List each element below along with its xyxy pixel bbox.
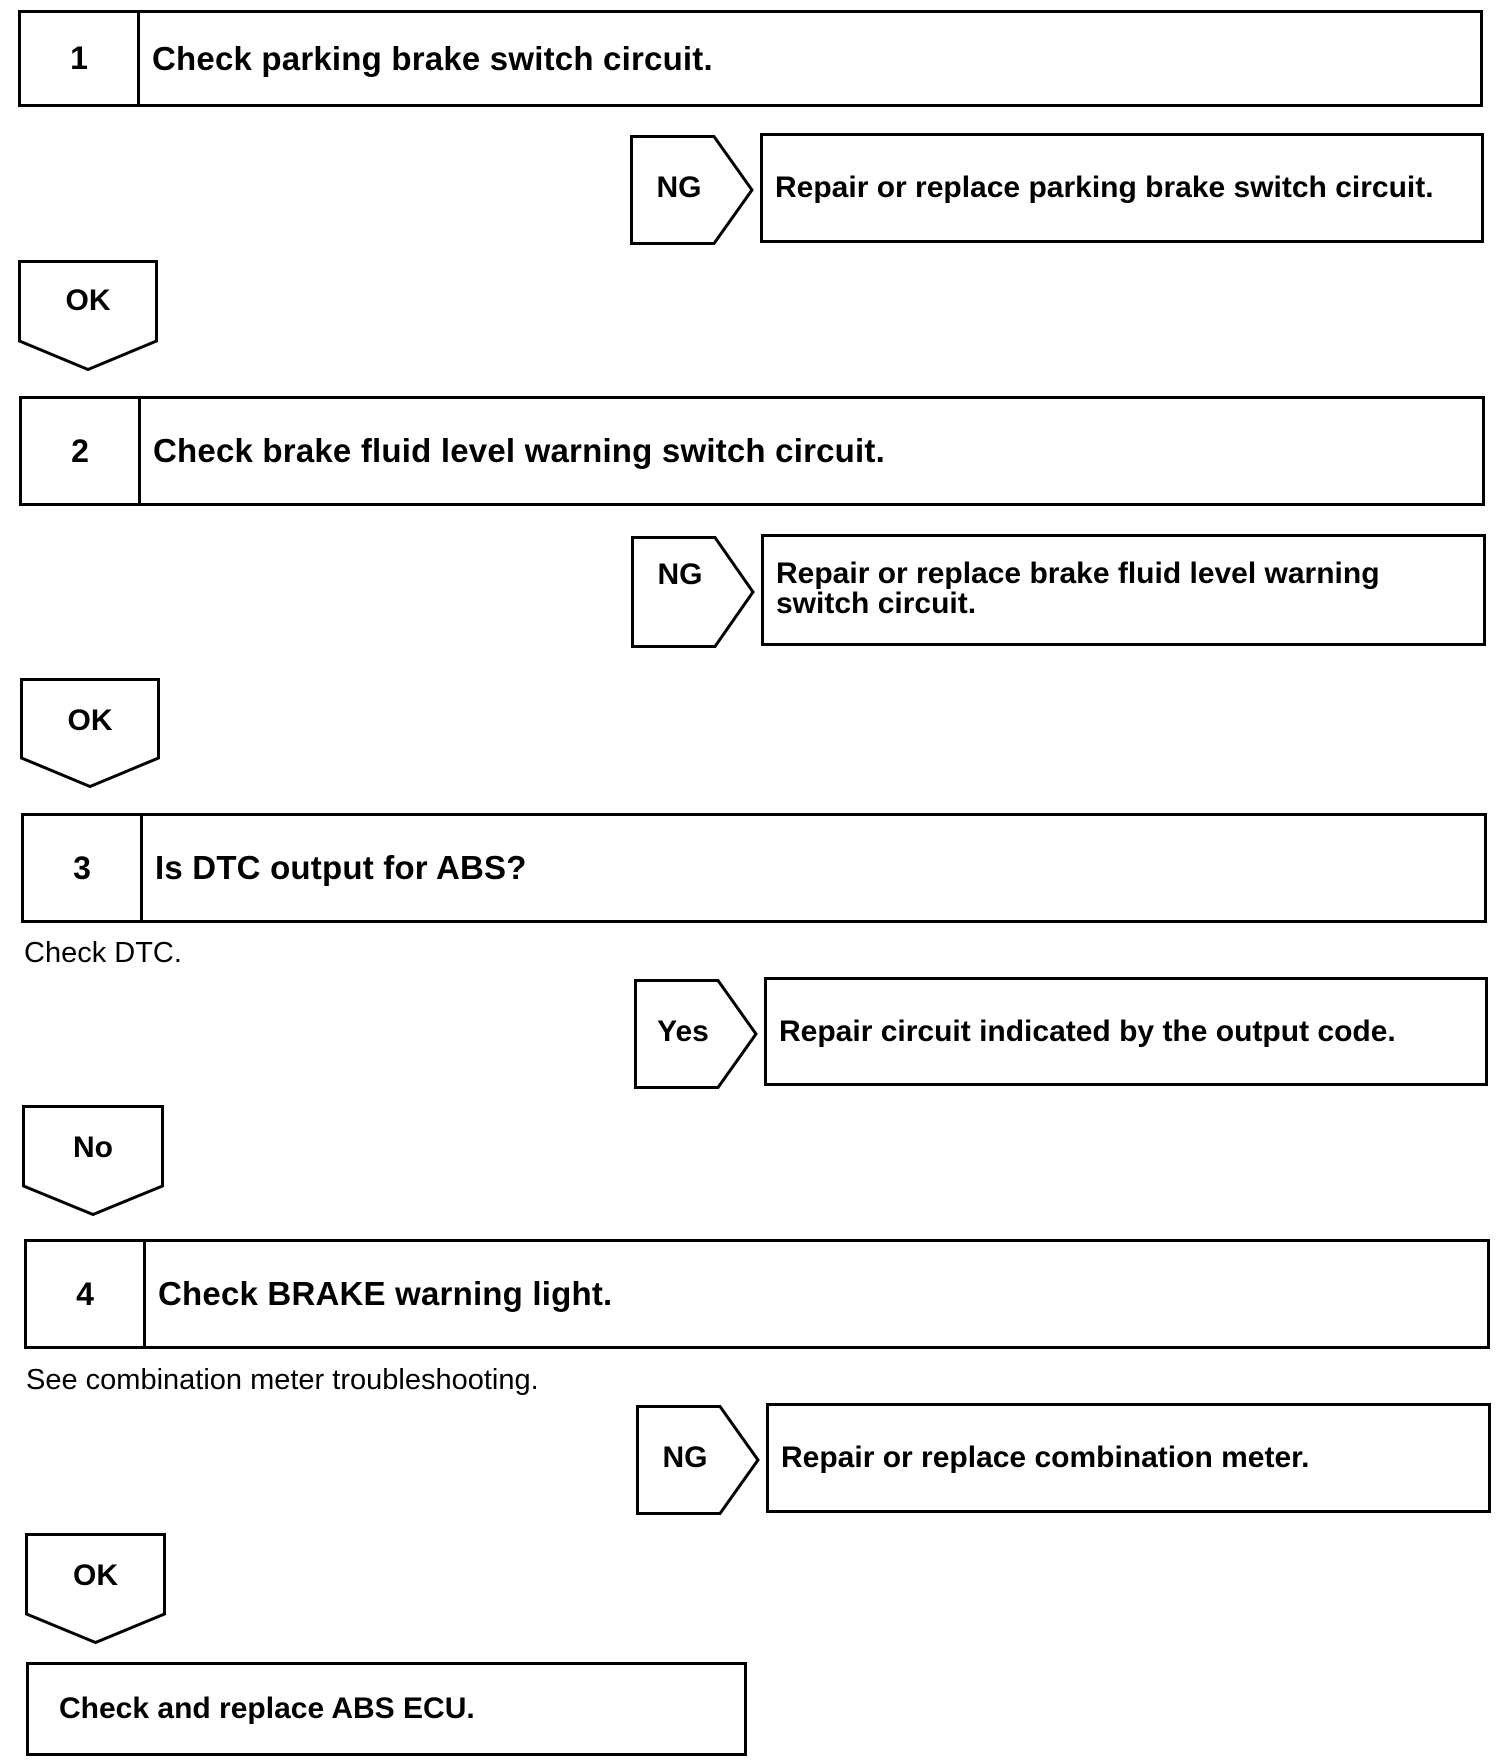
step-4-box <box>24 1239 1490 1349</box>
step-3-box <box>21 813 1487 923</box>
step-2-title: Check brake fluid level warning switch circuit. <box>153 432 885 469</box>
branch-2-result <box>761 534 1486 646</box>
branch-2-result-line-2: switch circuit. <box>776 587 977 620</box>
step-3-number: 3 <box>24 816 143 920</box>
step-3-title: Is DTC output for ABS? <box>155 849 527 886</box>
step-1-title: Check parking brake switch circuit. <box>152 39 713 77</box>
right-arrow-tag-icon <box>631 536 755 648</box>
step-4-title: Check BRAKE warning light. <box>158 1275 613 1312</box>
continue-4-label: OK <box>73 1559 118 1592</box>
branch-4-tag <box>636 1405 760 1515</box>
continue-1-tag <box>18 260 158 371</box>
branch-1-result: Repair or replace parking brake switch circuit. <box>760 133 1484 243</box>
step-2-number: 2 <box>22 399 141 503</box>
continue-2-label: OK <box>67 704 113 737</box>
continue-1-label: OK <box>65 284 111 317</box>
branch-3-tag <box>634 979 758 1089</box>
step-1-box <box>18 10 1483 107</box>
step-4-note: See combination meter troubleshooting. <box>26 1364 539 1396</box>
step-1-number: 1 <box>21 13 140 104</box>
continue-3-label: No <box>73 1131 113 1164</box>
branch-3-result: Repair circuit indicated by the output code. <box>764 977 1488 1086</box>
branch-1-label: NG <box>656 171 702 204</box>
branch-2-tag <box>631 536 755 648</box>
branch-3-label: Yes <box>657 1015 709 1048</box>
branch-4-label: NG <box>662 1441 708 1474</box>
branch-2-label: NG <box>657 558 703 591</box>
continue-2-tag <box>20 678 160 788</box>
continue-3-tag <box>22 1105 164 1216</box>
step-3-note: Check DTC. <box>24 937 182 969</box>
branch-1-tag <box>630 135 754 245</box>
branch-2-result-line-1: Repair or replace brake fluid level warning <box>776 557 1380 590</box>
continue-4-tag <box>25 1533 166 1644</box>
step-4-number: 4 <box>27 1242 146 1346</box>
step-2-box <box>19 396 1485 506</box>
final-action-box: Check and replace ABS ECU. <box>26 1662 747 1756</box>
branch-4-result: Repair or replace combination meter. <box>766 1403 1491 1513</box>
